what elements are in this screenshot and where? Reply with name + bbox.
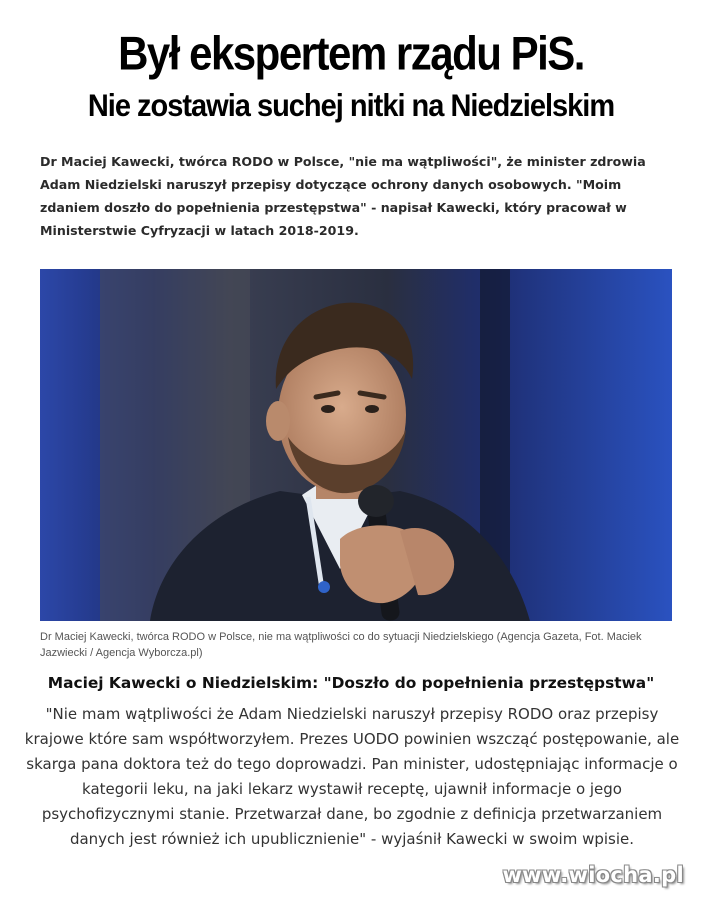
section-subheading: Maciej Kawecki o Niedzielskim: "Doszło do popełnienia przestępstwa" xyxy=(47,674,655,692)
quote-paragraph: "Nie mam wątpliwości że Adam Niedzielski naruszył przepisy RODO oraz przepisy krajowe które sam współtworzyłem. Prezes UODO powinien wszcząć postępowanie, ale skarga pana doktora też do tego doprowadzi. Pan minister, udostępniając informacje o kategorii leku, na jaki lekarz wystawił receptę, ujawnił informacje o jego psychofizycznymi stanie. Przetwarzał dane, bo zgodnie z definicja przetwarzaniem danych jest również ich upublicznienie" - wyjaśnił Kawecki w swoim wpisie. xyxy=(24,705,680,848)
portrait-illustration xyxy=(40,269,672,621)
lead-paragraph: Dr Maciej Kawecki, twórca RODO w Polsce, "nie ma wątpliwości", że minister zdrowia Adam Niedzielski naruszył przepisy dotyczące ochrony danych osobowych. "Moim zdaniem doszło do popełnienia przestępstwa" - napisał Kawecki, który pracował w Ministerstwie Cyfryzacji w latach 2018-2019. xyxy=(40,154,646,238)
headline xyxy=(0,27,702,124)
article-photo xyxy=(40,269,672,621)
headline-line-1: Był ekspertem rządu PiS. xyxy=(118,27,584,80)
headline-line-2: Nie zostawia suchej nitki na Niedzielskim xyxy=(87,88,615,124)
site-watermark: www.wiocha.pl xyxy=(502,863,684,887)
photo-caption: Dr Maciej Kawecki, twórca RODO w Polsce, nie ma wątpliwości co do sytuacji Niedzielskiego (Agencja Gazeta, Fot. Maciek Jazwiecki / Agencja Wyborcza.pl) xyxy=(40,631,642,659)
